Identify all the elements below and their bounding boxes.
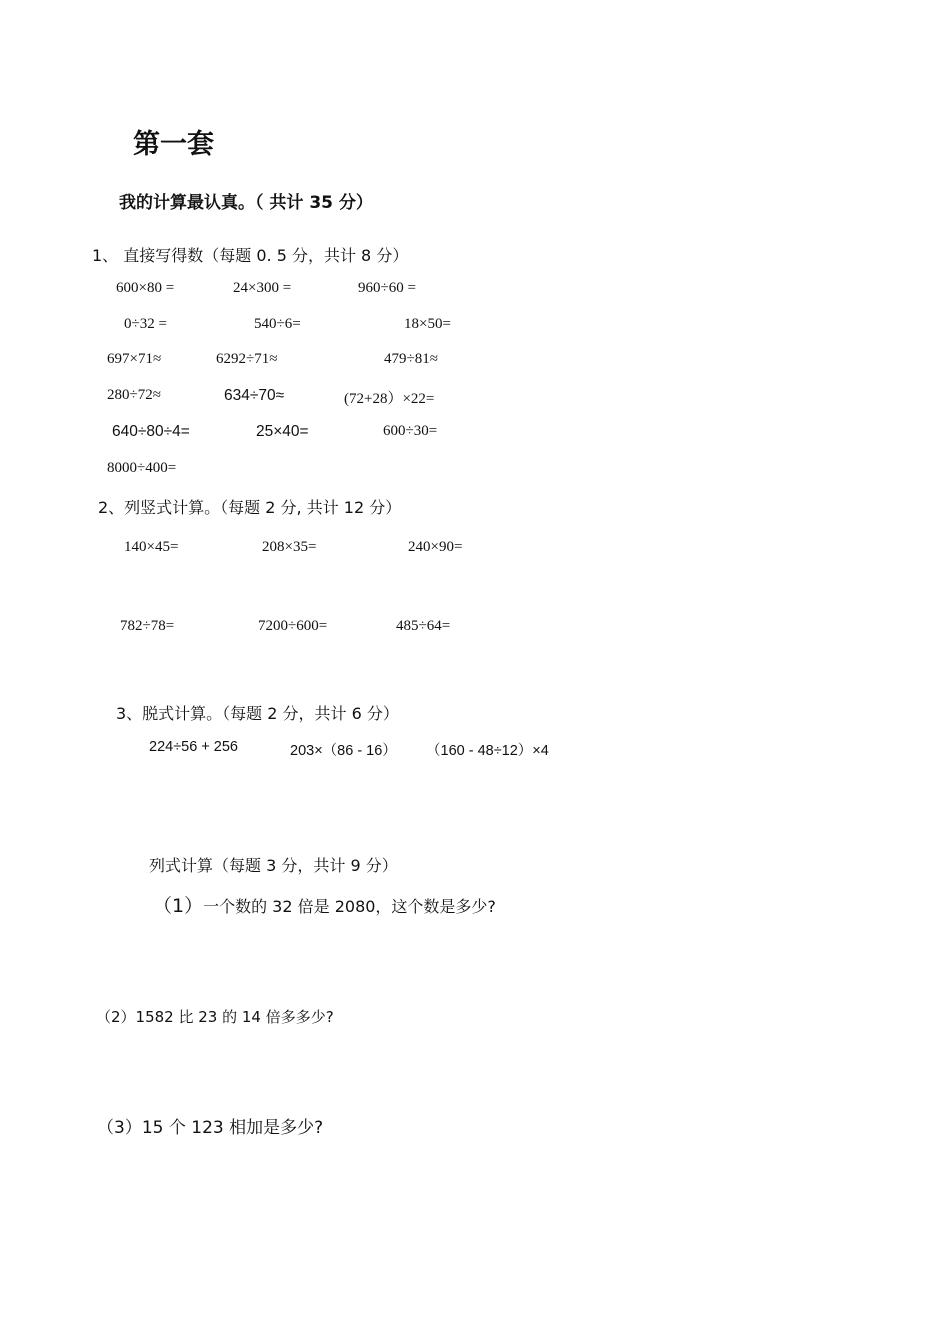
word-problem-2: （2）1582 比 23 的 14 倍多多少?	[96, 1008, 334, 1026]
problem-item: 640÷80÷4=	[112, 423, 190, 440]
problem-item: 25×40=	[256, 423, 309, 440]
problem-item: 140×45=	[124, 539, 179, 555]
section4-heading: 列式计算（每题 3 分，共计 9 分）	[149, 856, 398, 875]
page-subtitle: 我的计算最认真。（ 共计 35 分）	[119, 193, 373, 213]
problem-item: 634÷70≈	[224, 387, 285, 404]
problem-item: (72+28）×22=	[344, 391, 435, 407]
problem-item: 782÷78=	[120, 618, 175, 634]
problem-item: 18×50=	[404, 316, 451, 332]
problem-item: 24×300 =	[233, 280, 292, 296]
problem-item: 600÷30=	[383, 423, 438, 439]
word-problem-1	[153, 891, 496, 918]
problem-item: 208×35=	[262, 539, 317, 555]
problem-item: （160 - 48÷12）×4	[426, 743, 549, 759]
problem-item: 960÷60 =	[358, 280, 416, 296]
page-title: 第一套	[133, 129, 214, 160]
problem-item: 240×90=	[408, 539, 463, 555]
problem-item: 479÷81≈	[384, 351, 438, 367]
problem-item: 0÷32 =	[124, 316, 167, 332]
problem-item: 6292÷71≈	[216, 351, 278, 367]
problem-item: 280÷72≈	[107, 387, 161, 403]
section3-heading: 3、脱式计算。（每题 2 分，共计 6 分）	[116, 704, 399, 723]
word-problem-1-text: 一个数的 32 倍是 2080，这个数是多少?	[203, 897, 496, 916]
problem-item: 7200÷600=	[258, 618, 328, 634]
problem-item: 697×71≈	[107, 351, 162, 367]
section1-heading: 1、 直接写得数（每题 0. 5 分，共计 8 分）	[92, 246, 409, 265]
word-problem-1-number: （1）	[153, 895, 204, 917]
problem-item: 600×80 =	[116, 280, 175, 296]
problem-item: 540÷6=	[254, 316, 301, 332]
section2-heading: 2、列竖式计算。（每题 2 分, 共计 12 分）	[98, 498, 402, 517]
problem-item: 485÷64=	[396, 618, 451, 634]
problem-item: 224÷56 + 256	[149, 739, 238, 755]
word-problem-3: （3）15 个 123 相加是多少?	[97, 1118, 324, 1138]
problem-item: 8000÷400=	[107, 460, 177, 476]
problem-item: 203×（86 - 16）	[290, 743, 397, 759]
